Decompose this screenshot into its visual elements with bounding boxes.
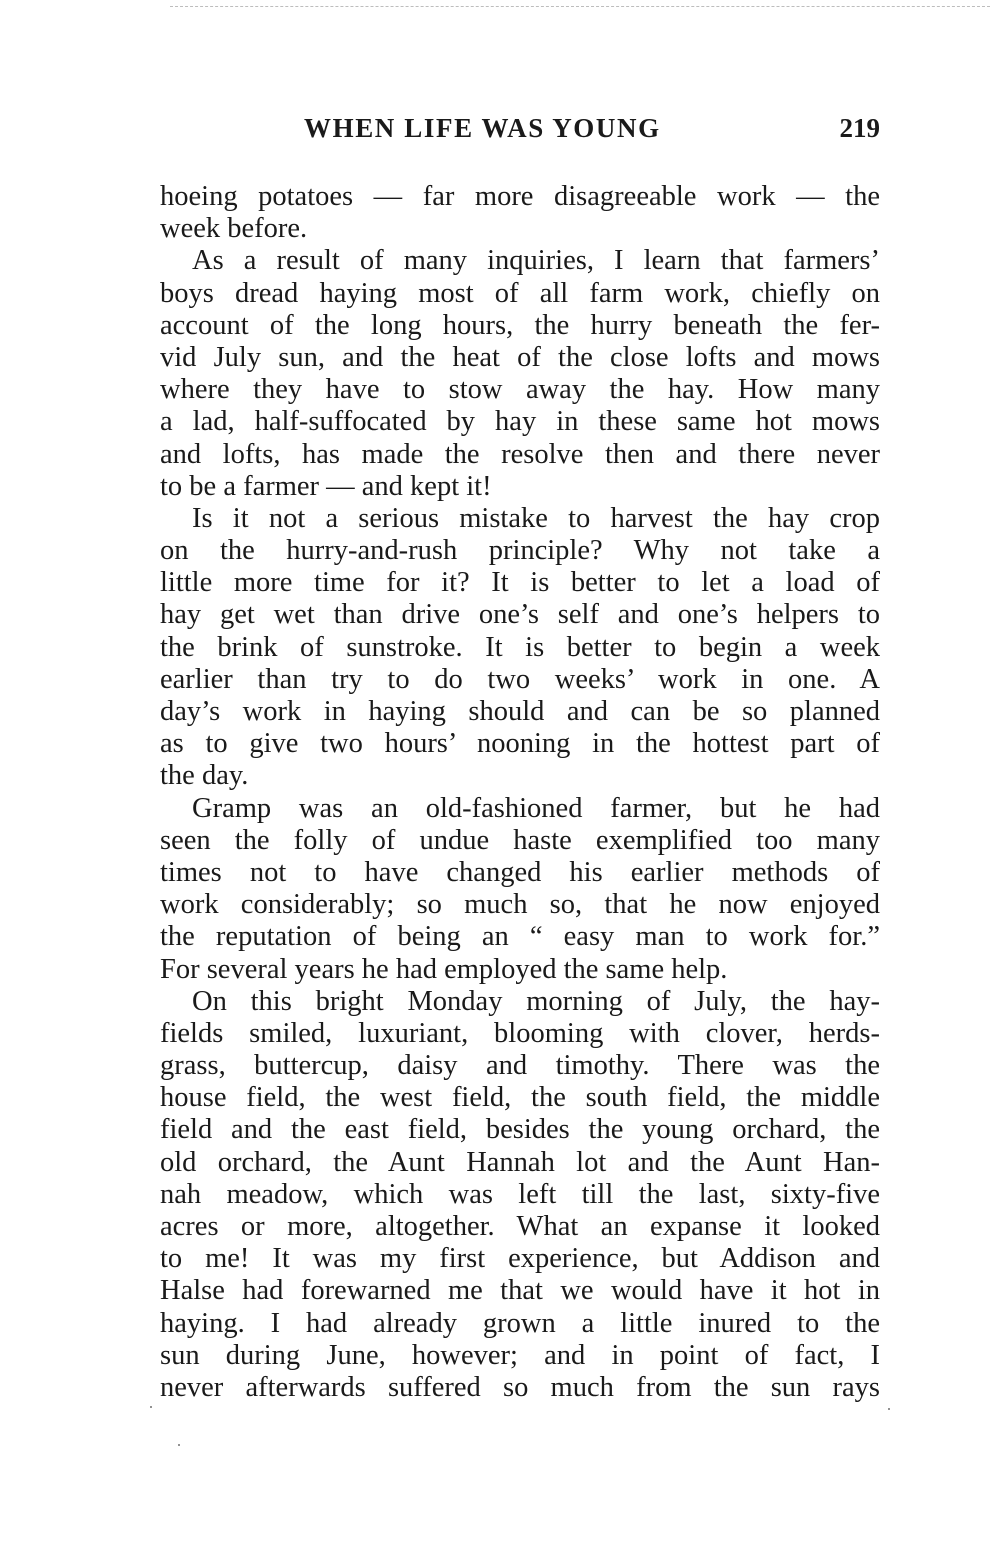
text-line: and lofts, has made the resolve then and there never (160, 438, 880, 470)
scan-speck (150, 1406, 152, 1408)
text-line: never afterwards suffered so much from the sun rays (160, 1371, 880, 1403)
text-line: a lad, half-suffocated by hay in these same hot mows (160, 406, 880, 438)
text-line: house field, the west field, the south field, the middle (160, 1082, 880, 1114)
running-title: WHEN LIFE WAS YOUNG (304, 113, 661, 143)
text-line: the day. (160, 760, 249, 792)
body-text (160, 181, 880, 1404)
text-line: the brink of sunstroke. It is better to begin a week (160, 631, 880, 663)
paragraph-start-line: Gramp was an old-fashioned farmer, but he had (192, 792, 880, 824)
text-line: work considerably; so much so, that he now enjoyed (160, 889, 880, 921)
text-line: grass, buttercup, daisy and timothy. There was the (160, 1050, 880, 1082)
scan-edge-rule (170, 6, 990, 7)
text-line: For several years he had employed the same help. (160, 953, 728, 985)
text-line: little more time for it? It is better to let a load of (160, 567, 880, 599)
text-line: earlier than try to do two weeks’ work in one. A (160, 663, 880, 695)
page-header (160, 108, 880, 148)
text-line: where they have to stow away the hay. How many (160, 374, 880, 406)
text-line: vid July sun, and the heat of the close lofts and mows (160, 341, 880, 373)
text-line: old orchard, the Aunt Hannah lot and the Aunt Han- (160, 1146, 880, 1178)
text-line: week before. (160, 213, 308, 245)
text-line: account of the long hours, the hurry beneath the fer- (160, 309, 880, 341)
text-line: field and the east field, besides the young orchard, the (160, 1114, 880, 1146)
paragraph-start-line: As a result of many inquiries, I learn that farmers’ (192, 245, 880, 277)
paragraph-start-line: On this bright Monday morning of July, the hay- (192, 985, 880, 1017)
scan-speck (888, 1408, 890, 1410)
text-line: fields smiled, luxuriant, blooming with clover, herds- (160, 1017, 880, 1049)
text-line: Halse had forewarned me that we would have it hot in (160, 1275, 880, 1307)
scan-speck (178, 1444, 180, 1446)
text-line: acres or more, altogether. What an expanse it looked (160, 1211, 880, 1242)
text-line: sun during June, however; and in point of fact, I (160, 1339, 880, 1371)
text-line: haying. I had already grown a little inured to the (160, 1307, 880, 1339)
paragraph-start-line: Is it not a serious mistake to harvest the hay crop (192, 502, 880, 534)
text-line: to be a farmer — and kept it! (160, 470, 492, 502)
text-line: seen the folly of undue haste exemplified too many (160, 824, 880, 856)
text-line: boys dread haying most of all farm work, chiefly on (160, 277, 880, 309)
text-line: on the hurry-and-rush principle? Why not take a (160, 535, 880, 567)
text-line: hoeing potatoes — far more disagreeable work — the (160, 181, 880, 212)
page-number: 219 (839, 113, 880, 143)
text-line: the reputation of being an “ easy man to work for.” (160, 921, 880, 953)
text-line: hay get wet than drive one’s self and one’s helpers to (160, 599, 880, 631)
text-line: times not to have changed his earlier methods of (160, 856, 880, 888)
text-line: as to give two hours’ nooning in the hottest part of (160, 728, 880, 760)
text-line: to me! It was my first experience, but Addison and (160, 1243, 880, 1275)
text-line: day’s work in haying should and can be so planned (160, 696, 880, 727)
text-line: nah meadow, which was left till the last, sixty-five (160, 1178, 880, 1210)
